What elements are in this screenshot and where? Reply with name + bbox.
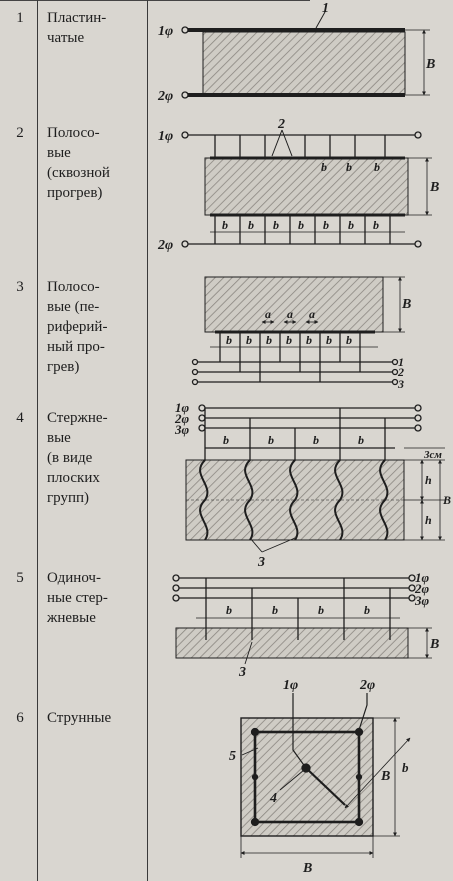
dimension-B: B xyxy=(402,297,412,312)
dimension-b: b xyxy=(373,218,379,232)
label-phase-1: 1φ xyxy=(175,400,190,415)
dimension-B: B xyxy=(381,769,391,784)
dimension-b: b xyxy=(272,603,278,617)
terminal xyxy=(182,27,188,33)
dimension-3cm: 3см xyxy=(424,449,442,461)
dimension-b: b xyxy=(226,333,232,347)
dimension-b: b xyxy=(321,160,327,174)
dimension-B: B xyxy=(426,57,436,72)
dimension-b: b xyxy=(318,603,324,617)
concrete-slab xyxy=(176,628,408,658)
dimension-b: b xyxy=(346,333,352,347)
dimension-b: b xyxy=(374,160,380,174)
callout-2: 2 xyxy=(278,117,285,132)
row-number: 4 xyxy=(16,410,24,426)
dimension-b: b xyxy=(226,603,232,617)
dimension-b: b xyxy=(346,160,352,174)
dimension-b: b xyxy=(248,218,254,232)
dimension-h: h xyxy=(425,473,432,487)
bus-label-1: 1 xyxy=(398,355,404,369)
row-number: 6 xyxy=(16,710,24,726)
callout-3: 3 xyxy=(258,555,265,570)
figure-strip-through xyxy=(182,130,432,247)
dimension-b: b xyxy=(358,433,364,447)
bus-label-2: 2 xyxy=(398,365,404,379)
dimension-b: b xyxy=(402,760,409,775)
dimension-b: b xyxy=(246,333,252,347)
dimension-b: b xyxy=(306,333,312,347)
dimension-b: b xyxy=(222,218,228,232)
callout-4: 4 xyxy=(270,791,277,806)
dimension-a: a xyxy=(309,307,315,321)
label-phase-1: 1φ xyxy=(158,129,174,144)
row-number: 2 xyxy=(16,125,24,141)
dimension-b: b xyxy=(286,333,292,347)
label-phase-2: 2φ xyxy=(158,89,174,104)
dimension-B: B xyxy=(303,861,313,876)
label-phase-2: 2φ xyxy=(415,581,430,596)
callout-3: 3 xyxy=(239,665,246,680)
concrete-slab xyxy=(205,277,383,332)
row-name: Пластин- чатые xyxy=(47,10,107,46)
label-phase-3: 3φ xyxy=(415,593,430,608)
dimension-b: b xyxy=(364,603,370,617)
label-phase-2: 2φ xyxy=(158,238,174,253)
dimension-b: b xyxy=(326,333,332,347)
row-number: 3 xyxy=(16,279,24,295)
dimension-a: a xyxy=(265,307,271,321)
row-name: Струнные xyxy=(47,710,112,726)
label-phase-1: 1φ xyxy=(415,570,430,585)
row-name: Полосо- вые (сквозной прогрев) xyxy=(47,125,110,201)
row-name: Стержне- вые (в виде плоских групп) xyxy=(47,410,108,506)
row-name: Одиноч- ные стер- жневые xyxy=(47,570,108,626)
row-number: 1 xyxy=(16,10,24,26)
label-phase-2: 2φ xyxy=(175,411,190,426)
figure-strip-peripheral xyxy=(193,277,406,385)
dimension-b: b xyxy=(223,433,229,447)
dimension-b: b xyxy=(266,333,272,347)
callout-5: 5 xyxy=(229,749,236,764)
dimension-b: b xyxy=(348,218,354,232)
dimension-B: B xyxy=(430,637,440,652)
label-phase-1: 1φ xyxy=(158,24,174,39)
figure-plate-electrodes xyxy=(182,12,430,98)
dimension-h: h xyxy=(425,513,432,527)
dimension-b: b xyxy=(323,218,329,232)
column-section xyxy=(241,718,373,836)
dimension-b: b xyxy=(298,218,304,232)
terminal xyxy=(182,92,188,98)
dimension-b: b xyxy=(313,433,319,447)
dimension-a: a xyxy=(287,307,293,321)
callout-1: 1 xyxy=(322,1,329,16)
dimension-B: B xyxy=(443,493,452,507)
label-phase-1: 1φ xyxy=(283,678,299,693)
row-name: Полосо- вые (пе- риферий- ный про- грев) xyxy=(47,279,108,375)
label-phase-2: 2φ xyxy=(360,678,376,693)
dimension-b: b xyxy=(273,218,279,232)
figure-rod-groups xyxy=(186,405,445,552)
bus-label-3: 3 xyxy=(398,377,404,391)
label-phase-3: 3φ xyxy=(175,422,190,437)
row-number: 5 xyxy=(16,570,24,586)
dimension-B: B xyxy=(430,180,440,195)
dimension-b: b xyxy=(268,433,274,447)
concrete-slab xyxy=(203,32,405,94)
figure-single-rods xyxy=(173,575,432,664)
